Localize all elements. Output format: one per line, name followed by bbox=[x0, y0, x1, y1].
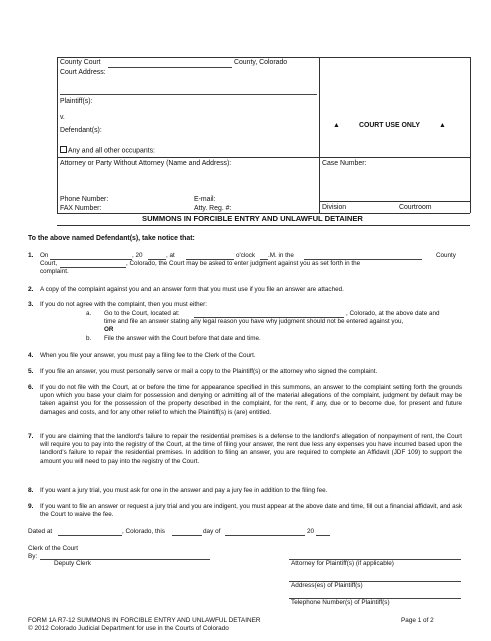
defendants-label: Defendant(s): bbox=[60, 127, 102, 134]
item-1: 1. On , 20 , at o'clock .M. in the County Court, , Colorado, the Court may be asked to enter judgment against you as set forth in the complaint. bbox=[28, 252, 456, 276]
division-label: Division bbox=[322, 204, 347, 211]
phone-label: Phone Number: bbox=[60, 196, 109, 203]
address-label: Address(es) of Plaintiff(s) bbox=[291, 582, 363, 589]
form-id: FORM 1A R7-12 SUMMONS IN FORCIBLE ENTRY AND UNLAWFUL DETAINER bbox=[28, 617, 261, 624]
item-7: 7. If you are claiming that the landlord's failure to repair the residential premises is a defense to the landlord's allegation of nonpayment of rent, the Court will require you to pay into the registry of the Court, at the time of filing your answer, the rent due less any expenses you have incurred based upon the landlord's failure to repair the residential premises. In addition to filing an answer, you are required to complete an Affidavit (JDF 109) to support the amount you will need to pay into the registry of the Court. bbox=[28, 433, 462, 465]
court-address-label: Court Address: bbox=[60, 69, 106, 76]
other-occupants-label: Any and all other occupants: bbox=[68, 147, 155, 155]
deputy-clerk-label: Deputy Clerk bbox=[54, 560, 91, 567]
case-number-label: Case Number: bbox=[322, 160, 367, 167]
item-9: 9. If you want to file an answer or request a jury trial and you are indigent, you must appear at the above date and time, fill out a financial affidavit, and ask the Court to waive the fee. bbox=[28, 503, 462, 519]
fax-label: FAX Number: bbox=[60, 205, 102, 212]
plaintiffs-label: Plaintiff(s): bbox=[60, 98, 93, 105]
item-5: 5. If you file an answer, you must personally serve or mail a copy to the Plaintiff(s) or the attorney who signed the complaint. bbox=[28, 368, 378, 375]
item-number: 1. bbox=[28, 252, 34, 259]
copyright: © 2012 Colorado Judicial Department for use in the Courts of Colorado bbox=[28, 625, 229, 632]
court-use-arrow-right: ▲ bbox=[439, 122, 446, 129]
item-4: 4. When you file your answer, you must pay a filing fee to the Clerk of the Court. bbox=[28, 352, 256, 359]
item-3: 3. If you do not agree with the complaint, then you must either: a. Go to the Court, located at: , Colorado, at the above date and time and file an answer stating any legal reason you have why judgment should not be entered against you, OR b. File the answer with the Court before that date and time. bbox=[28, 301, 440, 342]
item-2: 2. A copy of the complaint against you and an answer form that you must use if you file an answer are attached. bbox=[28, 286, 344, 293]
courtroom-label: Courtroom bbox=[399, 204, 432, 211]
clerk-label: Clerk of the Court bbox=[28, 545, 79, 552]
document-title: SUMMONS IN FORCIBLE ENTRY AND UNLAWFUL DETAINER bbox=[142, 214, 363, 223]
document-page: County Court County, Colorado Court Address: Plaintiff(s): v. Defendant(s): Any and all other occupants: ▲ COURT USE ONLY ▲ Attorney or Party Without Attorney (Name and Address): Case Number: Phone Number: E-mail: FAX Number: Atty. Reg. #: Division Courtroom SUMMONS IN FORCIBLE ENTRY AND UNLAWFUL DETAINER To the above named Defendant(s), take notice that: 1. On , 20 , at o'clock .M. in the County Court, , Colorado, the Court may be asked to enter judgment against you as set forth in the complaint. 2. A copy of the complaint against you and an answer form that you must use if you file an answer are attached. 3. If you do not agree with the complaint, then you must either: a. Go to the Court, located at: , Colorado, at the above date and time and file an answer stating any legal reason you have why judgment should not be entered against you, OR b. File the answer with the Court before that date and time. 4. When you file your answer, you must pay a filing fee to the Clerk of the Court. 5. If you file an answer, you must personally serve or mail a copy to the Plaintiff(s) or the attorney who signed the complaint. 6. If you do not file with the Court, at or before the time for appearance specified in this summons, an answer to the complaint setting forth the grounds upon which you base your claim for possession and denying or admitting all of the material allegations of the complaint, judgment by default may be taken against you for the possession of the property described in the complaint, for the rent, if any, due or to become due, for present and future damages and costs, and for any other relief to which the Plaintiff(s) is (are) entitled. 7. If you are claiming that the landlord's failure to repair the residential premises is a defense to the landlord's allegation of nonpayment of rent, the Court will require you to pay into the registry of the Court, at the time of filing your answer, the rent due less any expenses you have incurred based upon the landlord's failure to repair the residential premises. In addition to filing an answer, you are required to complete an Affidavit (JDF 109) to support the amount you will need to pay into the registry of the Court. 8. If you want a jury trial, you must ask for one in the answer and pay a jury fee in addition to the filing fee. 9. If you want to file an answer or request a jury trial and you are indigent, you must appear at the above date and time, fill out a financial affidavit, and ask the Court to waive the fee. Dated at , Colorado, this day of 20 Clerk of the Court By: Deputy Clerk Attorney for Plaintiff(s) (if applicable) Address(es) of Plaintiff(s) Telephone Number(s) of Plaintiff(s) FORM 1A R7-12 SUMMONS IN FORCIBLE ENTRY AND UNLAWFUL DETAINER Page 1 of 2 © 2012 Colorado Judicial Department for use in the Courts of Colorado bbox=[0, 0, 491, 641]
item-6: 6. If you do not file with the Court, at or before the time for appearance specified in this summons, an answer to the complaint setting forth the grounds upon which you base your claim for possession and denying or admitting all of the material allegations of the complaint, judgment by default may be taken against you for the possession of the property described in the complaint, for the rent, if any, due or to become due, for present and future damages and costs, and for any other relief to which the Plaintiff(s) is (are) entitled. bbox=[28, 384, 462, 416]
email-label: E-mail: bbox=[194, 196, 216, 203]
county-suffix: County, Colorado bbox=[234, 59, 288, 66]
page-number: Page 1 of 2 bbox=[401, 617, 434, 624]
other-occupants-checkbox[interactable] bbox=[60, 146, 67, 153]
court-use-arrow-left: ▲ bbox=[333, 122, 340, 129]
court-use-only-label: COURT USE ONLY bbox=[359, 122, 421, 129]
v-label: v. bbox=[60, 114, 65, 121]
intro-heading: To the above named Defendant(s), take notice that: bbox=[28, 235, 195, 242]
by-label: By: bbox=[28, 553, 38, 560]
other-occupants-row bbox=[60, 146, 155, 155]
item-8: 8. If you want a jury trial, you must ask for one in the answer and pay a jury fee in addition to the filing fee. bbox=[28, 487, 328, 494]
attorney-for-label: Attorney for Plaintiff(s) (if applicable) bbox=[291, 560, 394, 567]
atty-reg-label: Atty. Reg. #: bbox=[194, 205, 232, 212]
attorney-label: Attorney or Party Without Attorney (Name and Address): bbox=[60, 160, 232, 167]
court-label: County Court bbox=[60, 59, 101, 66]
telephone-label: Telephone Number(s) of Plaintiff(s) bbox=[291, 599, 390, 606]
